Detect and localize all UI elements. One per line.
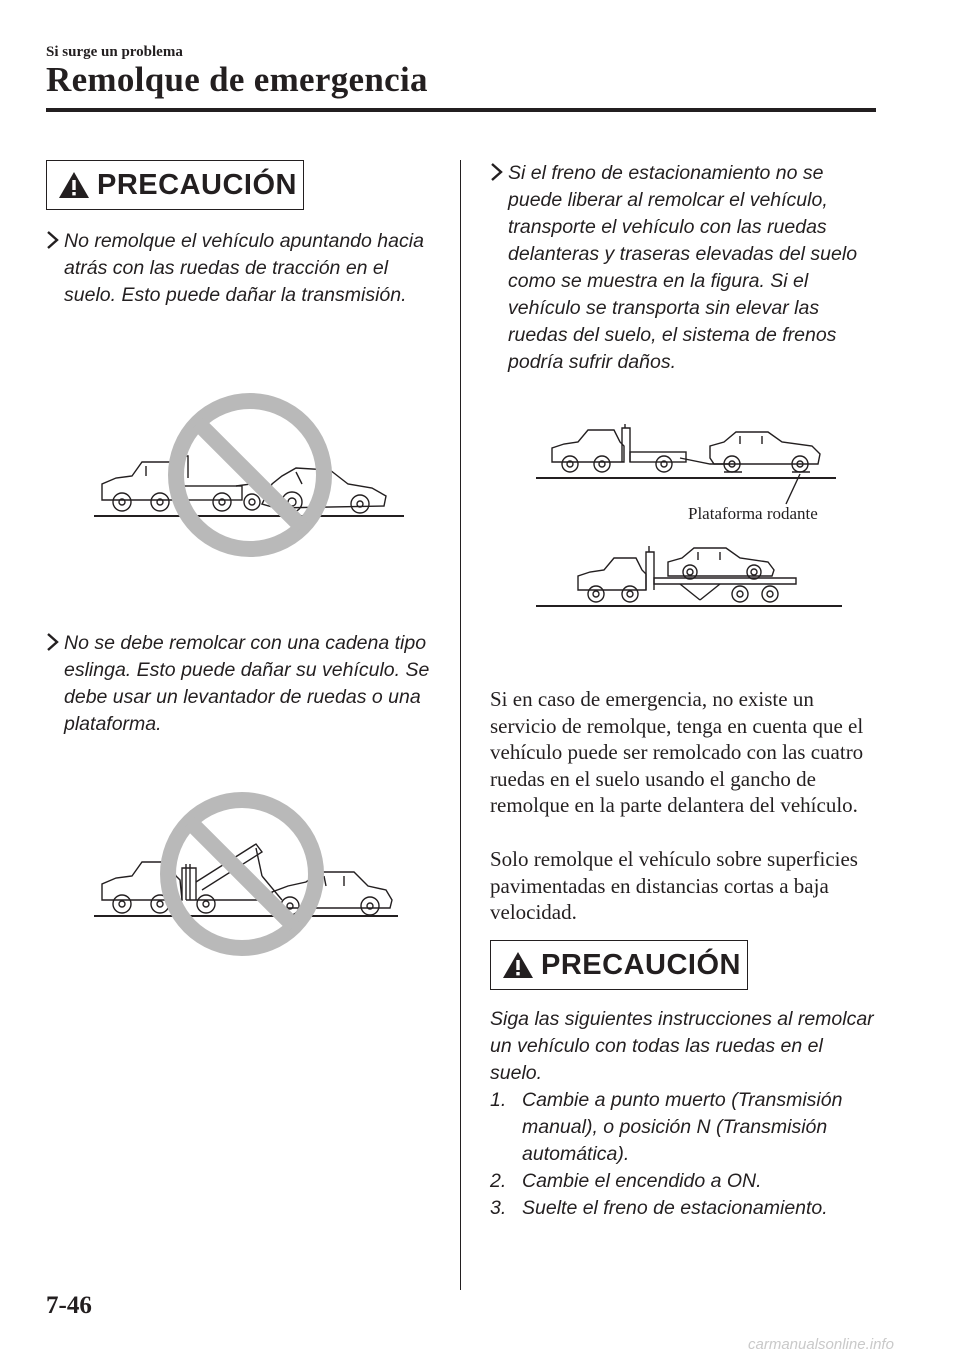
step-number: 3.: [490, 1197, 507, 1219]
arrow-bullet-icon: [46, 632, 60, 652]
caution-box: [46, 160, 304, 210]
list-item: [490, 1087, 878, 1168]
section-label: Si surge un problema: [46, 44, 183, 60]
step-text: Cambie a punto muerto (Transmisión manual), o posición N (Transmisión automática).: [522, 1089, 843, 1165]
prohibited-icon: [176, 401, 324, 549]
body-paragraph: Solo remolque el vehículo sobre superficies pavimentadas en distancias cortas a baja velocidad.: [490, 847, 858, 924]
arrow-bullet-icon: [46, 230, 60, 250]
step-text: Suelte el freno de estacionamiento.: [522, 1197, 828, 1219]
bullet-text: No se debe remolcar con una cadena tipo eslinga. Esto puede dañar su vehículo. Se debe usar un levantador de ruedas o una plataforma.: [64, 632, 430, 735]
figure-prohibited-rear-tow: [86, 380, 416, 570]
step-number: 1.: [490, 1089, 507, 1111]
caution-label: PRECAUCIÓN: [541, 948, 741, 981]
warning-triangle-icon: [501, 950, 535, 980]
figure-caption: Plataforma rodante: [688, 504, 818, 523]
header-rule: [46, 108, 876, 112]
steps-list: [490, 1087, 878, 1222]
list-item: [490, 1195, 878, 1222]
warning-triangle-icon: [57, 170, 91, 200]
caution-bullet: [46, 228, 438, 309]
list-item: [490, 1168, 878, 1195]
step-text: Cambie el encendido a ON.: [522, 1170, 762, 1192]
caution-intro: Siga las siguientes instrucciones al remolcar un vehículo con todas las ruedas en el suelo.: [490, 1008, 874, 1084]
body-paragraph: Si en caso de emergencia, no existe un servicio de remolque, tenga en cuenta que el vehículo puede ser remolcado con las cuatro ruedas en el suelo usando el gancho de remolque en la parte delantera del vehículo.: [490, 687, 864, 817]
bullet-text: No remolque el vehículo apuntando hacia atrás con las ruedas de tracción en el suelo. Esto puede dañar la transmisión.: [64, 230, 424, 306]
page-title: Remolque de emergencia: [46, 60, 428, 99]
watermark: carmanualsonline.info: [748, 1336, 894, 1353]
caution-label: PRECAUCIÓN: [97, 168, 297, 201]
page-number: 7-46: [46, 1292, 92, 1319]
arrow-bullet-icon: [490, 162, 504, 182]
caution-bullet: [46, 630, 438, 738]
figure-prohibited-chain-tow: [86, 782, 416, 972]
caution-bullet: [490, 160, 880, 376]
caution-box: [490, 940, 748, 990]
bullet-text: Si el freno de estacionamiento no se puede liberar al remolcar el vehículo, transporte el vehículo con las ruedas delanteras y traseras elevadas del suelo como se muestra en la figura. Si el vehículo se transporta sin elevar las ruedas del suelo, el sistema de frenos podría sufrir daños.: [508, 162, 858, 373]
step-number: 2.: [490, 1170, 507, 1192]
column-divider: [460, 160, 461, 1290]
